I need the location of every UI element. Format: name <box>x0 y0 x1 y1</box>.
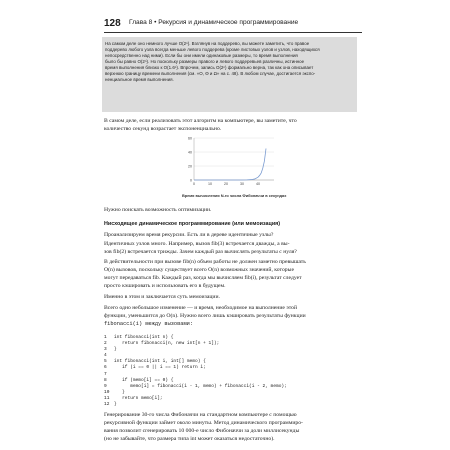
code-line-text: if (i == 0 || i == 1) return i; <box>114 365 206 371</box>
code-line-number: 4 <box>104 353 107 359</box>
code-line-number: 1 <box>104 335 107 340</box>
chapter-title: Глава 8 • Рекурсия и динамическое программирование <box>129 19 299 26</box>
paragraph-line: количество секунд возрастает экспоненциально. <box>104 126 222 132</box>
paragraph-line: В действительности при вызове fib(n) объем работы не должен заметно превышать <box>104 259 306 265</box>
paragraph-line: Идентичных узлов много. Например, вызов fib(3) встречается дважды, а вы- <box>104 241 290 247</box>
series-line <box>194 149 266 181</box>
code-line-number: 10 <box>104 389 110 395</box>
code-line-text: } <box>114 389 125 395</box>
code-line-text: if (memo[i] == 0) { <box>114 377 174 383</box>
code-line-number: 5 <box>104 359 107 365</box>
section-heading: Нисходящее динамическое программирование (или мемоизация) <box>104 221 281 227</box>
code-line-text: return memo[i]; <box>114 395 163 401</box>
callout-line: время выполнения близко к O(1.6ⁿ). Впрочем, запись O(2ⁿ) формально верна, так как она описывает <box>105 65 314 70</box>
code-line-text: int fibonacci(int i, int[] memo) { <box>114 359 206 365</box>
paragraph-line: рекурсивной функции займет около минуты. Метод динамического программиро- <box>104 420 303 426</box>
x-tick-label: 40 <box>256 182 260 186</box>
paragraph-line: Нужно поискать возможность оптимизации. <box>104 207 212 213</box>
y-tick-label: 60 <box>188 136 192 141</box>
callout-line: верхнюю границу времени выполнения (см. «O, Θ и Ω» на с. 48). В любом случае, достигается экспо- <box>105 71 316 76</box>
paragraph-line: Проанализируем время рекурсии. Есть ли в дереве идентичные узлы? <box>104 232 274 238</box>
paragraph-line: просто кэшировать и использовать его в будущем. <box>104 283 226 289</box>
x-tick-label: 0 <box>193 182 195 186</box>
code-line-number: 9 <box>104 383 107 389</box>
callout-line: На самом деле оно немного лучше O(2ⁿ). Взглянув на поддерево, вы можете заметить, что правое <box>105 41 310 46</box>
x-tick-label: 20 <box>224 182 228 186</box>
paragraph-line: O(n) вызовов, поскольку существует всего O(n) возможных значений, которые <box>104 267 294 273</box>
paragraph-line: В самом деле, если реализовать этот алгоритм на компьютере, вы заметите, что <box>104 118 297 124</box>
paragraph-line: функции, уменьшится до O(n). Нужно всего лишь кэшировать результаты функции <box>104 313 306 319</box>
paragraph-line: вания позволит сгенерировать 10 000-е число Фибоначчи за доли миллисекунды <box>104 428 300 434</box>
code-line-text: } <box>114 402 117 408</box>
chart-caption: Время вычисления N-го числа Фибоначчи в секундах <box>182 193 287 198</box>
code-line-text: int fibonacci(int n) { <box>114 335 174 340</box>
y-tick-label: 0 <box>190 178 192 183</box>
code-line-number: 11 <box>104 395 110 401</box>
paragraph-line: fibonacci(i) между вызовами: <box>104 321 194 327</box>
code-line-number: 8 <box>104 377 107 383</box>
code-line-text: } <box>114 347 117 353</box>
paragraph-line: могут передаваться fib. Каждый раз, когда мы вычисляем fib(i), результат следует <box>104 275 302 281</box>
code-line-text: return fibonacci(n, new int[n + 1]); <box>114 341 220 347</box>
code-line-number: 6 <box>104 365 107 371</box>
note-callout <box>102 37 357 112</box>
x-tick-label: 10 <box>208 182 212 186</box>
code-line <box>104 402 354 408</box>
y-tick-label: 20 <box>188 164 192 169</box>
code-line-number: 3 <box>104 347 107 353</box>
callout-line: поддерево любого узла всегда меньше левого поддерева (кроме листовых узлов и узлов, находящихся <box>105 47 320 52</box>
code-listing <box>104 335 354 408</box>
code-line-number: 2 <box>104 341 107 347</box>
page-number: 128 <box>104 18 121 29</box>
code-line-text: memo[i] = fibonacci(i - 1, memo) + fibonacci(i - 2, memo); <box>114 383 287 389</box>
code-line-number: 12 <box>104 402 110 408</box>
paragraph-line: Именно в этом и заключается суть мемоизации. <box>104 294 220 300</box>
paragraph-line: (но не забывайте, что размера типа int может оказаться недостаточно). <box>104 436 275 442</box>
chart-svg <box>178 136 278 190</box>
y-tick-label: 40 <box>188 150 192 155</box>
header-rule <box>104 32 362 33</box>
callout-line: непосредственно над ними). Если бы они имели одинаковые размеры, то время выполнения <box>105 53 298 58</box>
paragraph-line: Всего одно небольшое изменение — и время, необходимое на выполнение этой <box>104 305 298 311</box>
paragraph-line: зов fib(2) встречается трижды. Зачем каждый раз вычислять результаты с нуля? <box>104 249 297 255</box>
running-header <box>104 19 364 31</box>
fibonacci-time-chart <box>178 136 278 186</box>
callout-line: было бы равно O(2ⁿ). Но поскольку размеры правого и левого поддеревьев различны, истинное <box>105 59 305 64</box>
x-tick-label: 30 <box>240 182 244 186</box>
callout-line: ненциальное время выполнения. <box>105 77 174 82</box>
paragraph-line: Генерирование 30-го числа Фибоначчи на стандартном компьютере с помощью <box>104 412 297 418</box>
code-line-number: 7 <box>104 371 107 377</box>
